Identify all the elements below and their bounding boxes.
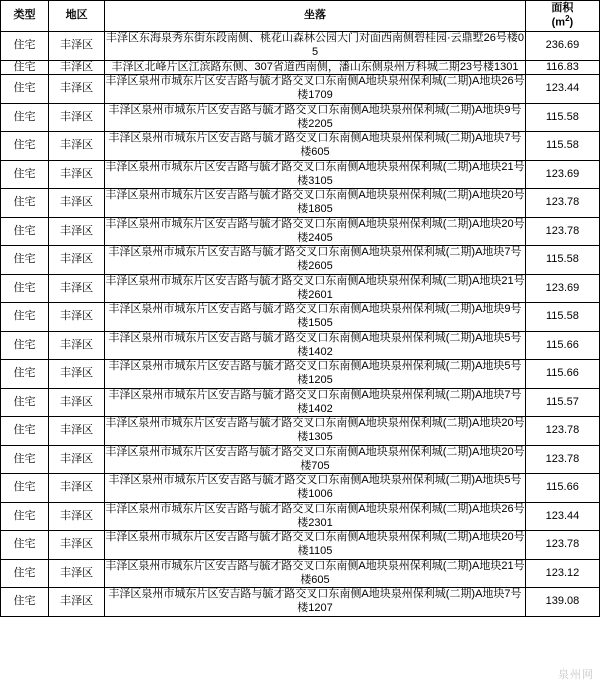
- table-row: [1, 360, 600, 389]
- cell-area: 115.58: [525, 303, 599, 332]
- cell-area: 115.66: [525, 331, 599, 360]
- cell-type: 住宅: [1, 445, 49, 474]
- cell-address: 丰泽区泉州市城东片区安吉路与毓才路交叉口东南侧A地块泉州保利城(二期)A地块26号楼1709: [105, 75, 526, 104]
- table-row: [1, 531, 600, 560]
- cell-district: 丰泽区: [49, 588, 105, 617]
- cell-area: 123.44: [525, 502, 599, 531]
- cell-area: 115.66: [525, 474, 599, 503]
- cell-area: 115.57: [525, 388, 599, 417]
- cell-address: 丰泽区泉州市城东片区安吉路与毓才路交叉口东南侧A地块泉州保利城(二期)A地块21号楼3105: [105, 160, 526, 189]
- cell-address: 丰泽区泉州市城东片区安吉路与毓才路交叉口东南侧A地块泉州保利城(二期)A地块20号楼1805: [105, 189, 526, 218]
- cell-type: 住宅: [1, 103, 49, 132]
- table-row: [1, 217, 600, 246]
- cell-address: 丰泽区泉州市城东片区安吉路与毓才路交叉口东南侧A地块泉州保利城(二期)A地块7号楼605: [105, 132, 526, 161]
- cell-district: 丰泽区: [49, 531, 105, 560]
- cell-type: 住宅: [1, 559, 49, 588]
- cell-address: 丰泽区泉州市城东片区安吉路与毓才路交叉口东南侧A地块泉州保利城(二期)A地块9号楼2205: [105, 103, 526, 132]
- cell-district: 丰泽区: [49, 103, 105, 132]
- table-row: [1, 331, 600, 360]
- cell-area: 123.78: [525, 217, 599, 246]
- cell-area: 115.58: [525, 103, 599, 132]
- cell-type: 住宅: [1, 417, 49, 446]
- table-row: [1, 132, 600, 161]
- cell-address: 丰泽区泉州市城东片区安吉路与毓才路交叉口东南侧A地块泉州保利城(二期)A地块5号楼1006: [105, 474, 526, 503]
- cell-district: 丰泽区: [49, 559, 105, 588]
- cell-address: 丰泽区泉州市城东片区安吉路与毓才路交叉口东南侧A地块泉州保利城(二期)A地块21号楼2601: [105, 274, 526, 303]
- cell-area: 236.69: [525, 32, 599, 61]
- cell-area: 123.44: [525, 75, 599, 104]
- cell-type: 住宅: [1, 132, 49, 161]
- area-unit-exponent: 2: [565, 13, 570, 23]
- table-row: [1, 303, 600, 332]
- table-row: [1, 445, 600, 474]
- cell-district: 丰泽区: [49, 60, 105, 75]
- table-row: [1, 75, 600, 104]
- cell-address: 丰泽区泉州市城东片区安吉路与毓才路交叉口东南侧A地块泉州保利城(二期)A地块5号楼1402: [105, 331, 526, 360]
- cell-district: 丰泽区: [49, 445, 105, 474]
- cell-type: 住宅: [1, 32, 49, 61]
- cell-address: 丰泽区北峰片区江滨路东侧、307省道西南侧，潘山东侧泉州万科城二期23号楼1301: [105, 60, 526, 75]
- cell-address: 丰泽区泉州市城东片区安吉路与毓才路交叉口东南侧A地块泉州保利城(二期)A地块20号楼1105: [105, 531, 526, 560]
- table-row: [1, 274, 600, 303]
- table-row: [1, 588, 600, 617]
- cell-district: 丰泽区: [49, 132, 105, 161]
- cell-area: 115.58: [525, 246, 599, 275]
- cell-area: 123.69: [525, 274, 599, 303]
- cell-address: 丰泽区泉州市城东片区安吉路与毓才路交叉口东南侧A地块泉州保利城(二期)A地块9号楼1505: [105, 303, 526, 332]
- table-row: [1, 160, 600, 189]
- table-row: [1, 417, 600, 446]
- header-row: [1, 1, 600, 32]
- table-row: [1, 32, 600, 61]
- column-header-type: 类型: [1, 1, 49, 32]
- cell-address: 丰泽区泉州市城东片区安吉路与毓才路交叉口东南侧A地块泉州保利城(二期)A地块20号楼2405: [105, 217, 526, 246]
- table-header: [1, 1, 600, 32]
- table-row: [1, 103, 600, 132]
- cell-district: 丰泽区: [49, 246, 105, 275]
- cell-address: 丰泽区泉州市城东片区安吉路与毓才路交叉口东南侧A地块泉州保利城(二期)A地块7号楼2605: [105, 246, 526, 275]
- cell-type: 住宅: [1, 531, 49, 560]
- cell-area: 123.12: [525, 559, 599, 588]
- cell-district: 丰泽区: [49, 303, 105, 332]
- cell-area: 115.58: [525, 132, 599, 161]
- cell-type: 住宅: [1, 474, 49, 503]
- table-body: [1, 32, 600, 617]
- cell-type: 住宅: [1, 189, 49, 218]
- cell-type: 住宅: [1, 274, 49, 303]
- cell-district: 丰泽区: [49, 217, 105, 246]
- cell-type: 住宅: [1, 502, 49, 531]
- cell-type: 住宅: [1, 303, 49, 332]
- cell-area: 139.08: [525, 588, 599, 617]
- cell-district: 丰泽区: [49, 502, 105, 531]
- cell-address: 丰泽区泉州市城东片区安吉路与毓才路交叉口东南侧A地块泉州保利城(二期)A地块7号楼1402: [105, 388, 526, 417]
- cell-area: 115.66: [525, 360, 599, 389]
- cell-district: 丰泽区: [49, 32, 105, 61]
- table-row: [1, 474, 600, 503]
- cell-type: 住宅: [1, 388, 49, 417]
- cell-district: 丰泽区: [49, 360, 105, 389]
- cell-area: 123.78: [525, 531, 599, 560]
- cell-district: 丰泽区: [49, 474, 105, 503]
- column-header-address: 坐落: [105, 1, 526, 32]
- cell-district: 丰泽区: [49, 331, 105, 360]
- cell-area: 123.69: [525, 160, 599, 189]
- cell-address: 丰泽区泉州市城东片区安吉路与毓才路交叉口东南侧A地块泉州保利城(二期)A地块20号楼1305: [105, 417, 526, 446]
- cell-area: 116.83: [525, 60, 599, 75]
- cell-type: 住宅: [1, 331, 49, 360]
- cell-type: 住宅: [1, 60, 49, 75]
- table-row: [1, 388, 600, 417]
- area-unit-prefix: (m: [551, 16, 566, 29]
- area-unit-suffix: ): [569, 16, 574, 29]
- table-row: [1, 502, 600, 531]
- cell-area: 123.78: [525, 445, 599, 474]
- column-header-area-unit: [526, 15, 599, 29]
- table-row: [1, 60, 600, 75]
- cell-district: 丰泽区: [49, 388, 105, 417]
- watermark: 泉州网: [558, 669, 594, 681]
- cell-address: 丰泽区泉州市城东片区安吉路与毓才路交叉口东南侧A地块泉州保利城(二期)A地块26号楼2301: [105, 502, 526, 531]
- cell-district: 丰泽区: [49, 417, 105, 446]
- cell-address: 丰泽区泉州市城东片区安吉路与毓才路交叉口东南侧A地块泉州保利城(二期)A地块5号楼1205: [105, 360, 526, 389]
- cell-type: 住宅: [1, 75, 49, 104]
- cell-type: 住宅: [1, 360, 49, 389]
- cell-address: 丰泽区泉州市城东片区安吉路与毓才路交叉口东南侧A地块泉州保利城(二期)A地块20号楼705: [105, 445, 526, 474]
- table-row: [1, 246, 600, 275]
- cell-district: 丰泽区: [49, 189, 105, 218]
- cell-address: 丰泽区东海泉秀东街东段南侧、桃花山森林公园大门对面西南侧碧桂园·云鼎墅26号楼05: [105, 32, 526, 61]
- cell-type: 住宅: [1, 246, 49, 275]
- cell-address: 丰泽区泉州市城东片区安吉路与毓才路交叉口东南侧A地块泉州保利城(二期)A地块7号楼1207: [105, 588, 526, 617]
- column-header-area: [525, 1, 599, 32]
- cell-type: 住宅: [1, 160, 49, 189]
- cell-district: 丰泽区: [49, 160, 105, 189]
- column-header-district: 地区: [49, 1, 105, 32]
- cell-district: 丰泽区: [49, 274, 105, 303]
- cell-area: 123.78: [525, 417, 599, 446]
- table-row: [1, 559, 600, 588]
- cell-type: 住宅: [1, 588, 49, 617]
- cell-district: 丰泽区: [49, 75, 105, 104]
- cell-type: 住宅: [1, 217, 49, 246]
- cell-area: 123.78: [525, 189, 599, 218]
- table-row: [1, 189, 600, 218]
- column-header-area-label: 面积: [551, 2, 574, 15]
- cell-address: 丰泽区泉州市城东片区安吉路与毓才路交叉口东南侧A地块泉州保利城(二期)A地块21号楼605: [105, 559, 526, 588]
